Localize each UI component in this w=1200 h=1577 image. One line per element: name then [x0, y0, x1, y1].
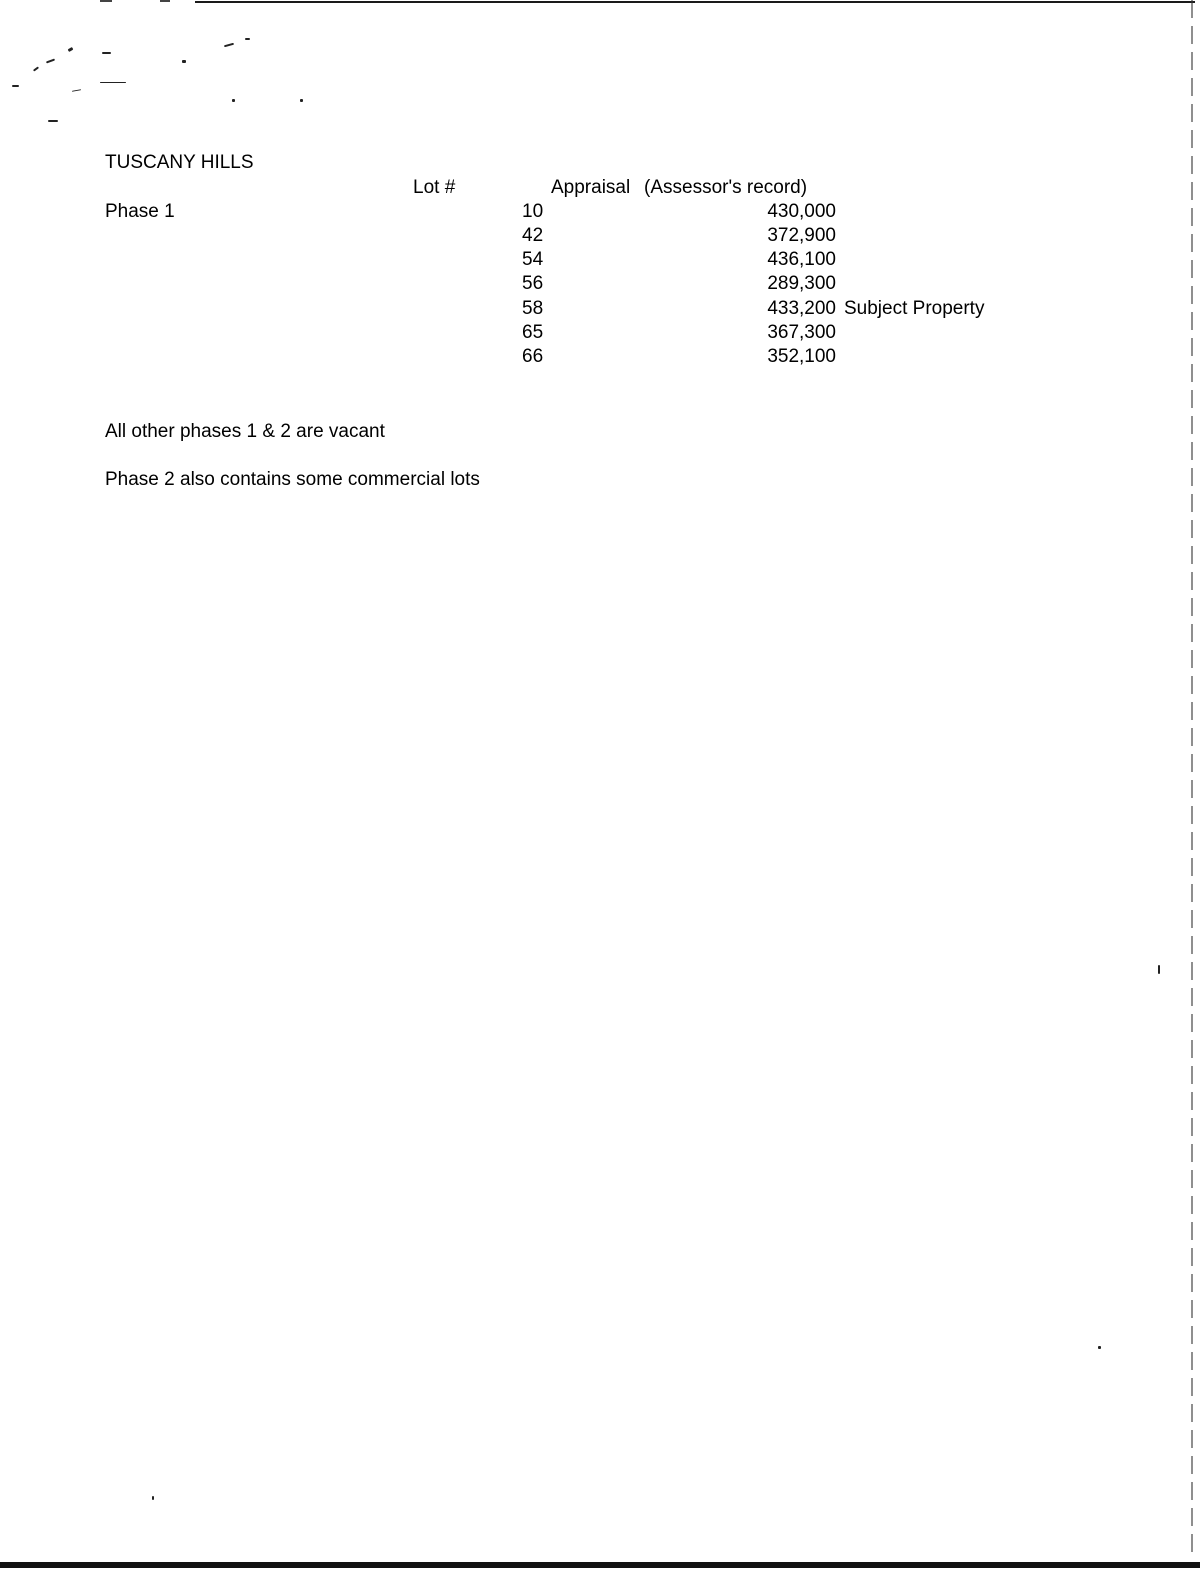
scan-speck: [224, 43, 234, 48]
scan-edge-right: [1191, 0, 1193, 1560]
scan-speck: [300, 99, 303, 102]
scan-speck: [102, 52, 111, 54]
phase-label: Phase 1: [105, 201, 175, 222]
appraisal-value: 433,200: [767, 298, 836, 319]
scan-speck: [72, 89, 81, 92]
column-header-lot: Lot #: [413, 177, 456, 198]
scan-speck: [46, 59, 55, 64]
lot-number: 54: [522, 249, 544, 270]
scan-edge-top: [195, 1, 1195, 3]
subject-property-note: Subject Property: [844, 298, 985, 319]
scan-speck: [33, 66, 39, 71]
scan-speck: [68, 47, 74, 52]
scan-speck: [1158, 965, 1160, 974]
document-title: TUSCANY HILLS: [105, 152, 254, 173]
scan-speck: [245, 38, 250, 40]
column-header-appraisal: Appraisal: [551, 177, 631, 198]
appraisal-value: 352,100: [767, 346, 836, 367]
footnote-vacant-phases: All other phases 1 & 2 are vacant: [105, 421, 385, 442]
scan-speck: [232, 99, 235, 102]
scan-speck: [12, 85, 19, 87]
footnote-commercial-lots: Phase 2 also contains some commercial lots: [105, 469, 480, 490]
appraisal-value: 430,000: [767, 201, 836, 222]
lot-number: 10: [522, 201, 544, 222]
scan-speck: [48, 120, 58, 122]
scan-speck: [182, 60, 186, 63]
appraisal-value: 367,300: [767, 322, 836, 343]
appraisal-value: 436,100: [767, 249, 836, 270]
column-header-assessor-record: (Assessor's record): [644, 177, 808, 198]
lot-number: 65: [522, 322, 544, 343]
scan-mark: [100, 0, 112, 2]
lot-number: 56: [522, 273, 544, 294]
appraisal-value: 372,900: [767, 225, 836, 246]
lot-number: 58: [522, 298, 544, 319]
scan-speck: [1098, 1346, 1101, 1349]
lot-number: 42: [522, 225, 544, 246]
lot-number: 66: [522, 346, 544, 367]
appraisal-value: 289,300: [767, 273, 836, 294]
scan-edge-bottom: [0, 1562, 1200, 1568]
scan-speck: [152, 1496, 154, 1500]
scan-speck: [100, 82, 126, 83]
scan-mark: [160, 0, 170, 2]
